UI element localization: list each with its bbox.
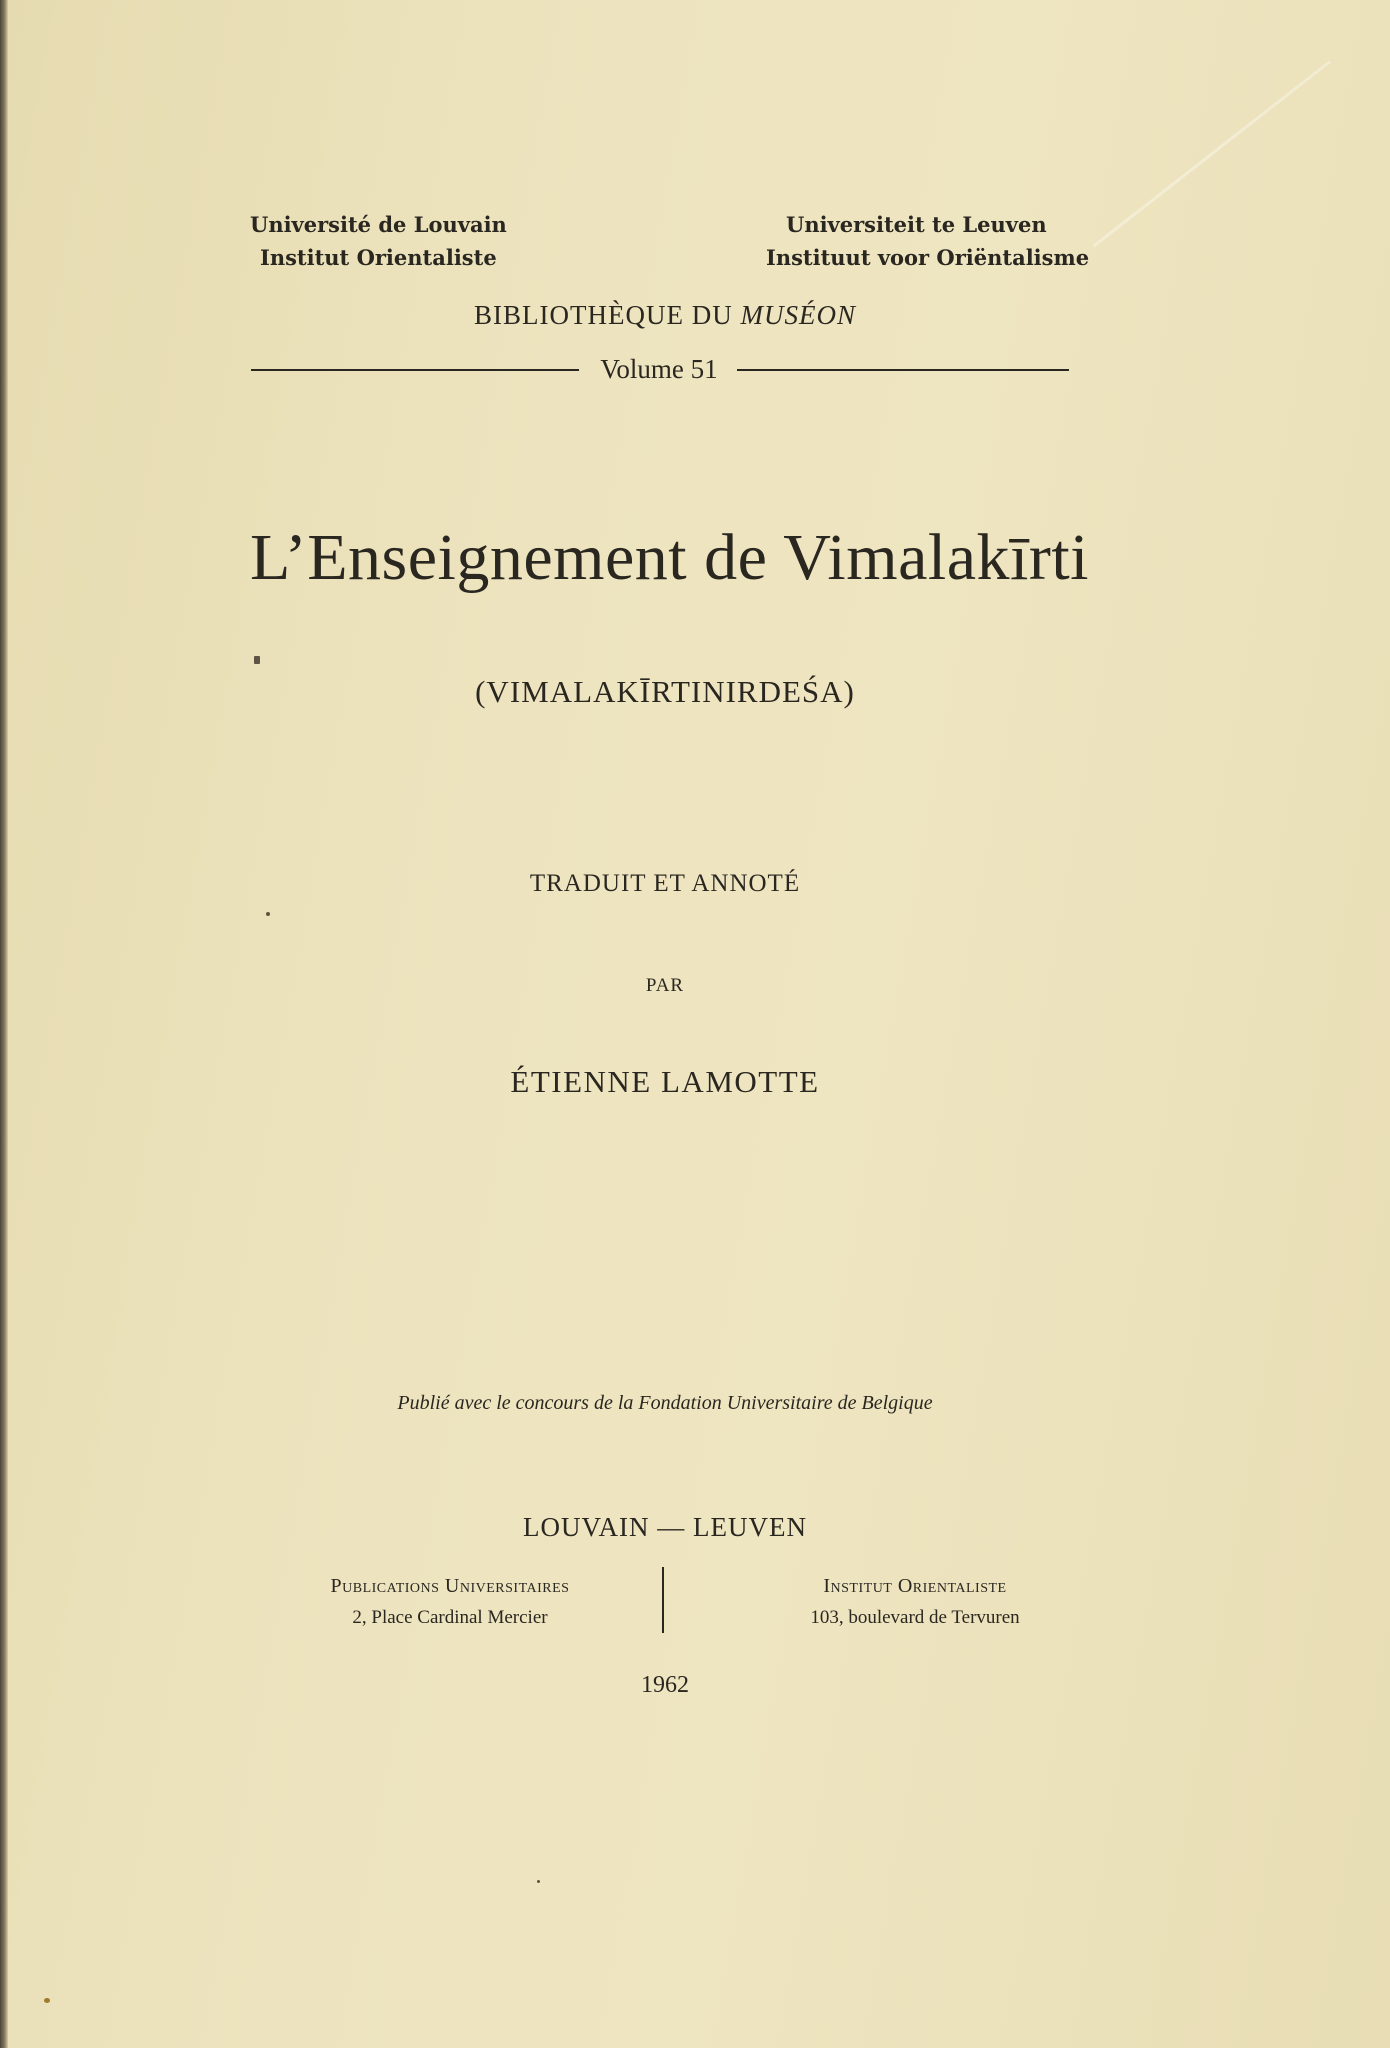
- speck: [44, 1998, 50, 2003]
- speck: [266, 912, 270, 916]
- rule-right: [737, 369, 1069, 371]
- institution-right: [766, 208, 1089, 274]
- imprint-right: [725, 1570, 1105, 1634]
- institution-right-line1: Universiteit te Leuven: [786, 212, 1047, 237]
- series-title: [0, 300, 1330, 331]
- imprint-right-name: Institut Orientaliste: [823, 1575, 1007, 1597]
- series-volume: Volume 51: [600, 354, 718, 384]
- series-prefix: BIBLIOTHÈQUE DU: [474, 300, 741, 330]
- speck: [254, 656, 260, 664]
- author-name: ÉTIENNE LAMOTTE: [510, 1064, 820, 1099]
- publication-year: 1962: [641, 1672, 689, 1698]
- cover-crease: [1093, 60, 1331, 247]
- funding-note: Publié avec le concours de la Fondation Universitaire de Belgique: [397, 1392, 933, 1414]
- imprint-left: [260, 1570, 640, 1634]
- imprint-city: LOUVAIN — LEUVEN: [523, 1512, 807, 1542]
- speck: [537, 1880, 540, 1883]
- book-subtitle: (VIMALAKĪRTINIRDEŚA): [475, 674, 855, 709]
- institution-left-line1: Université de Louvain: [250, 212, 507, 237]
- institution-right-line2: Instituut voor Oriëntalisme: [766, 245, 1090, 270]
- rule-left: [251, 369, 579, 371]
- imprint-left-name: Publications Universitaires: [330, 1575, 570, 1597]
- by-label: PAR: [645, 975, 685, 996]
- imprint-divider: [662, 1567, 664, 1633]
- institution-left-line2: Institut Orientaliste: [260, 245, 497, 270]
- imprint-right-address: 103, boulevard de Tervuren: [810, 1607, 1020, 1628]
- translated-note: TRADUIT ET ANNOTÉ: [529, 870, 801, 897]
- book-title: L’Enseignement de Vimalakīrti: [250, 521, 1090, 594]
- series-name: MUSÉON: [740, 300, 856, 330]
- institution-left: [250, 208, 507, 274]
- imprint-left-address: 2, Place Cardinal Mercier: [352, 1607, 548, 1628]
